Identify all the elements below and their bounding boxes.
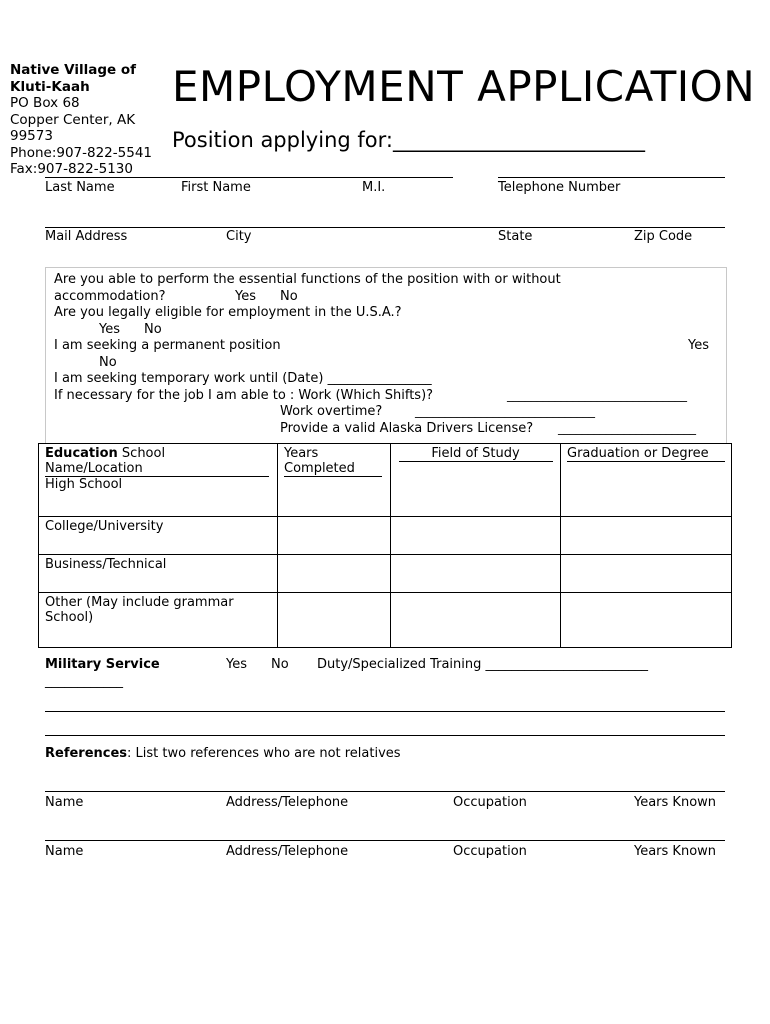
business-field-cell[interactable]	[391, 555, 561, 593]
state-label: State	[498, 229, 533, 244]
other-field-cell[interactable]	[391, 593, 561, 648]
question-drivers-license: Provide a valid Alaska Drivers License?	[280, 421, 534, 436]
field-of-study-heading: Field of Study	[399, 446, 553, 462]
reference-1-years-label: Years Known	[634, 795, 717, 810]
q2-yes-option[interactable]: Yes	[99, 322, 120, 337]
other-school-label: Other (May include grammar	[45, 595, 234, 610]
business-years-cell[interactable]	[278, 555, 391, 593]
business-technical-label: Business/Technical	[45, 557, 167, 572]
question-temporary-work[interactable]: I am seeking temporary work until (Date) ________________	[54, 371, 432, 386]
table-row	[39, 555, 732, 593]
graduation-degree-heading: Graduation or Degree	[567, 446, 725, 462]
q3-no-option[interactable]: No	[99, 355, 117, 370]
duty-training-continuation[interactable]: ____________	[45, 674, 123, 689]
q2-no-option[interactable]: No	[144, 322, 162, 337]
address-line[interactable]	[45, 227, 725, 228]
college-field-cell[interactable]	[391, 517, 561, 555]
reference-2-occupation-label: Occupation	[453, 844, 527, 859]
college-university-label: College/University	[45, 519, 164, 534]
table-row	[39, 593, 732, 648]
years-heading-line1: Years	[284, 446, 319, 461]
org-phone: Phone:907-822-5541	[10, 144, 153, 161]
work-shifts-field[interactable]: ______________________________	[507, 388, 687, 402]
reference-2-line[interactable]	[45, 840, 725, 841]
table-row	[39, 444, 732, 517]
military-detail-line-1[interactable]	[45, 711, 725, 712]
reference-2-name-label: Name	[45, 844, 84, 859]
duty-training-field[interactable]: Duty/Specialized Training _________________________	[317, 657, 649, 672]
education-heading-rest: School	[117, 446, 166, 461]
overtime-field[interactable]: ______________________________	[415, 404, 595, 418]
org-name: Native Village of Kluti-Kaah	[10, 62, 137, 95]
military-no-option[interactable]: No	[271, 657, 289, 672]
references-heading	[45, 746, 401, 761]
education-heading: Education	[45, 446, 118, 461]
organization-info	[10, 62, 160, 177]
military-detail-line-2[interactable]	[45, 735, 725, 736]
question-essential-functions: Are you able to perform the essential functions of the position with or without	[54, 272, 561, 287]
college-degree-cell[interactable]	[561, 517, 732, 555]
other-school-label-line2: School)	[45, 610, 94, 625]
zip-code-label: Zip Code	[634, 229, 693, 244]
education-heading-line2: Name/Location	[45, 461, 143, 476]
education-table	[38, 443, 732, 648]
other-years-cell[interactable]	[278, 593, 391, 648]
high-school-label: High School	[45, 477, 123, 492]
reference-2-address-label: Address/Telephone	[226, 844, 349, 859]
reference-1-name-label: Name	[45, 795, 84, 810]
table-row	[39, 517, 732, 555]
other-school-cell	[39, 593, 278, 648]
years-completed-heading	[284, 446, 382, 477]
drivers-license-field[interactable]: _______________________	[558, 421, 696, 435]
business-technical-cell	[39, 555, 278, 593]
reference-1-line[interactable]	[45, 791, 725, 792]
org-address-line1: PO Box 68	[10, 95, 80, 111]
reference-1-address-label: Address/Telephone	[226, 795, 349, 810]
q1-no-option[interactable]: No	[280, 289, 298, 304]
college-years-cell[interactable]	[278, 517, 391, 555]
education-header-cell	[39, 444, 278, 517]
question-permanent-position: I am seeking a permanent position	[54, 338, 281, 353]
reference-2-years-label: Years Known	[634, 844, 717, 859]
q3-yes-option[interactable]: Yes	[688, 338, 709, 353]
reference-1-occupation-label: Occupation	[453, 795, 527, 810]
other-degree-cell[interactable]	[561, 593, 732, 648]
military-yes-option[interactable]: Yes	[226, 657, 247, 672]
question-accommodation: accommodation?	[54, 289, 166, 304]
telephone-line[interactable]	[498, 177, 725, 178]
references-instructions: : List two references who are not relatives	[127, 746, 401, 761]
military-service-label: Military Service	[45, 657, 160, 672]
mail-address-label: Mail Address	[45, 229, 128, 244]
references-label: References	[45, 746, 128, 761]
education-header	[45, 446, 269, 477]
college-university-cell	[39, 517, 278, 555]
telephone-label: Telephone Number	[498, 180, 621, 195]
org-address-line2: Copper Center, AK 99573	[10, 111, 136, 144]
middle-initial-label: M.I.	[362, 180, 386, 195]
name-line[interactable]	[45, 177, 453, 178]
page-title: EMPLOYMENT APPLICATION	[172, 62, 756, 111]
city-label: City	[226, 229, 252, 244]
business-degree-cell[interactable]	[561, 555, 732, 593]
org-fax: Fax:907-822-5130	[10, 161, 133, 177]
field-of-study-header	[391, 444, 561, 517]
question-legal-eligibility: Are you legally eligible for employment in the U.S.A.?	[54, 305, 402, 320]
years-heading-line2: Completed	[284, 461, 355, 476]
question-work-shifts: If necessary for the job I am able to : Work (Which Shifts)?	[54, 388, 434, 403]
question-overtime: Work overtime?	[280, 404, 383, 419]
q1-yes-option[interactable]: Yes	[235, 289, 256, 304]
years-completed-header	[278, 444, 391, 517]
last-name-label: Last Name	[45, 180, 115, 195]
graduation-degree-header	[561, 444, 732, 517]
position-applying-field[interactable]: Position applying for:________________________	[172, 128, 645, 152]
first-name-label: First Name	[181, 180, 251, 195]
